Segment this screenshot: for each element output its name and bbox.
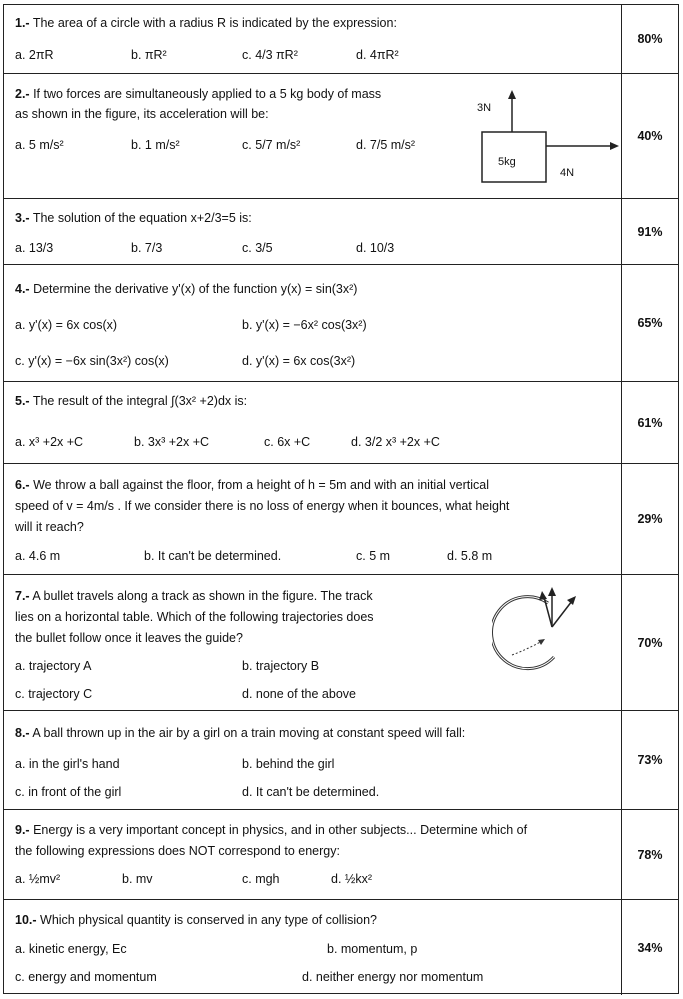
option-c[interactable]: c. trajectory C (15, 687, 93, 701)
question-number: 1.- (15, 16, 30, 30)
bullet-path (512, 641, 542, 655)
question-number: 8.- (15, 726, 30, 740)
question-line: the bullet follow once it leaves the guide? (15, 631, 243, 645)
question-text (15, 210, 252, 226)
force-diagram (472, 80, 622, 190)
force-right-label: 4N (560, 167, 575, 179)
percent-cell: 73% (621, 711, 678, 809)
option-d[interactable]: d. ½kx² (331, 872, 372, 886)
question-row (4, 711, 678, 810)
percent-cell: 34% (621, 900, 678, 995)
option-c[interactable]: c. 6x +C (264, 435, 311, 449)
option-d[interactable]: d. 4πR² (356, 48, 399, 62)
question-number: 7.- (15, 589, 30, 603)
question-text (15, 477, 489, 493)
question-line: The result of the integral ∫(3x² +2)dx is: (32, 394, 248, 408)
option-c[interactable]: c. in front of the girl (15, 785, 122, 799)
option-c[interactable]: c. 5/7 m/s² (242, 138, 301, 152)
question-row (4, 575, 678, 711)
option-a[interactable]: a. y'(x) = 6x cos(x) (15, 318, 118, 332)
option-b[interactable]: b. trajectory B (242, 659, 320, 673)
track-diagram (492, 585, 602, 675)
option-d[interactable]: d. 10/3 (356, 241, 395, 255)
option-c[interactable]: c. 3/5 (242, 241, 273, 255)
option-d[interactable]: d. 7/5 m/s² (356, 138, 416, 152)
option-a[interactable]: a. ½mv² (15, 872, 61, 886)
question-text (15, 15, 397, 31)
option-b[interactable]: b. momentum, p (327, 942, 418, 956)
percent-cell: 61% (621, 382, 678, 463)
option-b[interactable]: b. y'(x) = −6x² cos(3x²) (242, 318, 367, 332)
question-text (15, 281, 357, 297)
quiz-sheet (3, 4, 679, 994)
percent-cell: 91% (621, 199, 678, 264)
question-row (4, 265, 678, 382)
option-a[interactable]: a. 5 m/s² (15, 138, 64, 152)
question-text (15, 86, 381, 102)
question-line: speed of v = 4m/s . If we consider there is no loss of energy when it bounces, what height (15, 499, 510, 513)
option-b[interactable]: b. 3x³ +2x +C (134, 435, 210, 449)
option-c[interactable]: c. energy and momentum (15, 970, 157, 984)
option-c[interactable]: c. y'(x) = −6x sin(3x²) cos(x) (15, 354, 169, 368)
question-number: 2.- (15, 87, 30, 101)
question-line: We throw a ball against the floor, from a height of h = 5m and with an initial vertical (33, 478, 489, 492)
option-d[interactable]: d. 3/2 x³ +2x +C (351, 435, 440, 449)
option-a[interactable]: a. in the girl's hand (15, 757, 120, 771)
option-d[interactable]: d. neither energy nor momentum (302, 970, 484, 984)
question-row (4, 382, 678, 464)
question-row (4, 199, 678, 265)
question-row (4, 900, 678, 995)
option-a[interactable]: a. x³ +2x +C (15, 435, 84, 449)
option-b[interactable]: b. πR² (131, 48, 167, 62)
option-a[interactable]: a. 2πR (15, 48, 54, 62)
percent-cell: 70% (621, 575, 678, 710)
question-text (15, 393, 247, 409)
option-a[interactable]: a. 4.6 m (15, 549, 61, 563)
option-b[interactable]: b. behind the girl (242, 757, 335, 771)
question-line: A bullet travels along a track as shown in the figure. The track (32, 589, 373, 603)
option-a[interactable]: a. 13/3 (15, 241, 54, 255)
option-a[interactable]: a. trajectory A (15, 659, 92, 673)
percent-cell: 40% (621, 74, 678, 198)
percent-cell: 80% (621, 5, 678, 73)
option-d[interactable]: d. 5.8 m (447, 549, 493, 563)
question-number: 4.- (15, 282, 30, 296)
question-row (4, 464, 678, 575)
option-c[interactable]: c. 4/3 πR² (242, 48, 298, 62)
question-line: Energy is a very important concept in physics, and in other subjects... Determine which of (33, 823, 528, 837)
option-b[interactable]: b. It can't be determined. (144, 549, 282, 563)
question-text (15, 725, 465, 741)
question-line: lies on a horizontal table. Which of the following trajectories does (15, 610, 374, 624)
question-row (4, 74, 678, 199)
question-line: as shown in the figure, its acceleration will be: (15, 107, 269, 121)
question-row (4, 810, 678, 900)
percent-cell: 65% (621, 265, 678, 381)
question-text (15, 822, 527, 838)
percent-cell: 29% (621, 464, 678, 574)
percent-cell: 78% (621, 810, 678, 899)
question-line: Determine the derivative y'(x) of the function y(x) = sin(3x²) (33, 282, 358, 296)
option-c[interactable]: c. 5 m (356, 549, 391, 563)
question-number: 6.- (15, 478, 30, 492)
trajectory-c-arrow (552, 601, 572, 627)
question-number: 10.- (15, 913, 37, 927)
question-line: Which physical quantity is conserved in any type of collision? (40, 913, 378, 927)
mass-label: 5kg (498, 156, 516, 168)
option-d[interactable]: d. It can't be determined. (242, 785, 380, 799)
question-line: the following expressions does NOT correspond to energy: (15, 844, 340, 858)
force-up-label: 3N (477, 102, 492, 114)
question-text (15, 588, 373, 604)
question-number: 5.- (15, 394, 30, 408)
question-text (15, 912, 377, 928)
option-c[interactable]: c. mgh (242, 872, 280, 886)
question-line: will it reach? (15, 520, 84, 534)
question-row (4, 5, 678, 74)
question-line: If two forces are simultaneously applied to a 5 kg body of mass (33, 87, 382, 101)
option-b[interactable]: b. mv (122, 872, 153, 886)
question-number: 3.- (15, 211, 30, 225)
question-number: 9.- (15, 823, 30, 837)
option-a[interactable]: a. kinetic energy, Ec (15, 942, 127, 956)
option-d[interactable]: d. none of the above (242, 687, 356, 701)
option-b[interactable]: b. 7/3 (131, 241, 163, 255)
option-d[interactable]: d. y'(x) = 6x cos(3x²) (242, 354, 356, 368)
question-line: The solution of the equation x+2/3=5 is: (32, 211, 252, 225)
question-line: A ball thrown up in the air by a girl on a train moving at constant speed will fall: (32, 726, 466, 740)
option-b[interactable]: b. 1 m/s² (131, 138, 180, 152)
question-line: The area of a circle with a radius R is indicated by the expression: (32, 16, 397, 30)
